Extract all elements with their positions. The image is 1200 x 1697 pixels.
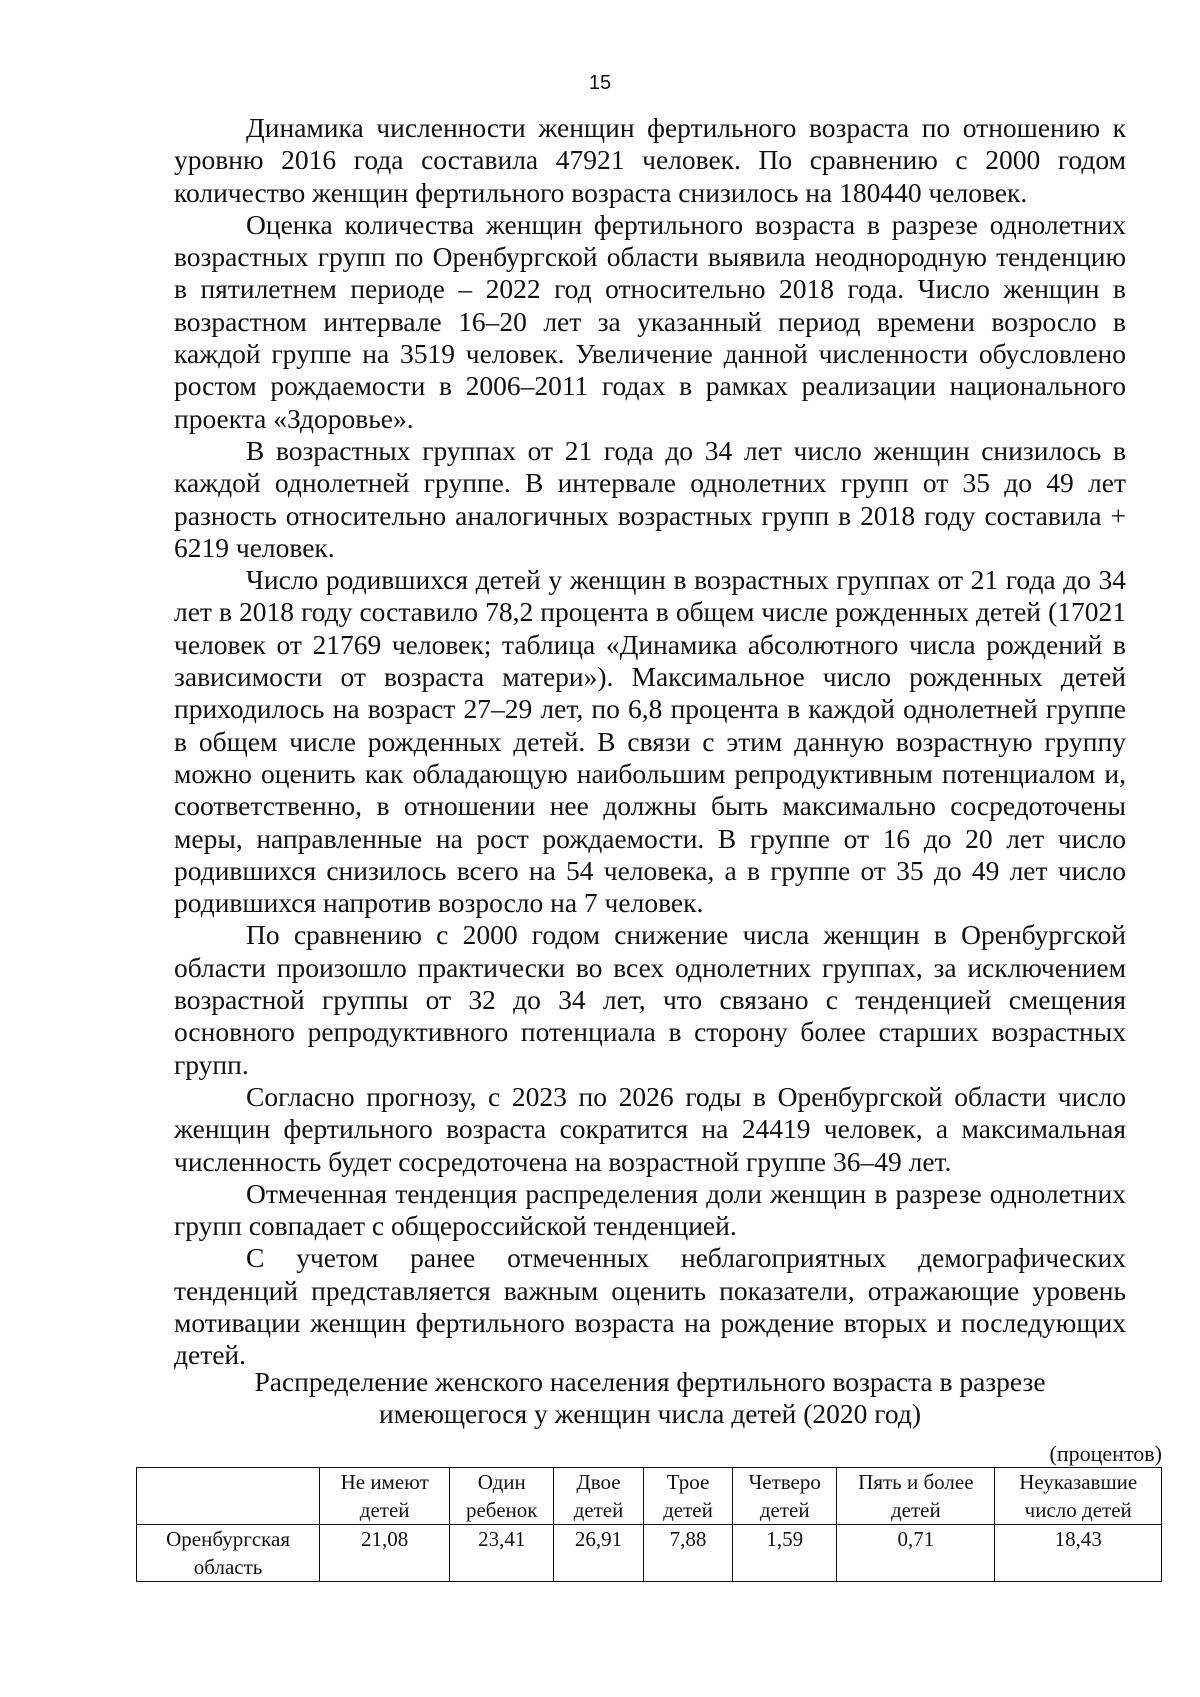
table-header-cell: Не имеют детей <box>320 1468 450 1525</box>
table-cell: 18,43 <box>995 1525 1162 1582</box>
table-cell: 1,59 <box>733 1525 837 1582</box>
table-caption-line: имеющегося у женщин числа детей (2020 год) <box>379 1398 921 1429</box>
table-cell-region: Оренбургская область <box>137 1525 320 1582</box>
paragraph: Отмеченная тенденция распределения доли женщин в разрезе однолетних групп совпадает с общероссийской тенденцией. <box>174 1177 1126 1242</box>
page-number: 15 <box>588 72 612 94</box>
table-cell: 7,88 <box>643 1525 732 1582</box>
paragraph: Согласно прогнозу, с 2023 по 2026 годы в Оренбургской области число женщин фертильного возраста сократится на 24419 человек, а максимальная численность будет сосредоточена на возрастной группе 36–49 лет. <box>174 1080 1126 1177</box>
table-header-cell: Один ребенок <box>450 1468 554 1525</box>
table-header-cell: Четверо детей <box>733 1468 837 1525</box>
table-header-row <box>137 1468 1162 1525</box>
table-caption-line: Распределение женского населения фертильного возраста в разрезе <box>254 1366 1046 1397</box>
paragraph: Число родившихся детей у женщин в возрастных группах от 21 года до 34 лет в 2018 году составило 78,2 процента в общем числе рожденных детей (17021 человек от 21769 человек; таблица «Динамика абсолютного числа рождений в зависимости от возраста матери»). Максимальное число рожденных детей приходилось на возраст 27–29 лет, по 6,8 процента в каждой однолетней группе в общем числе рожденных детей. В связи с этим данную возрастную группу можно оценить как обладающую наибольшим репродуктивным потенциалом и, соответственно, в отношении нее должны быть максимально сосредоточены меры, направленные на рост рождаемости. В группе от 16 до 20 лет число родившихся снизилось всего на 54 человека, а в группе от 35 до 49 лет число родившихся напротив возросло на 7 человек. <box>174 564 1126 919</box>
paragraph: Оценка количества женщин фертильного возраста в разрезе однолетних возрастных групп по Оренбургской области выявила неоднородную тенденцию в пятилетнем периоде – 2022 год относительно 2018 года. Число женщин в возрастном интервале 16–20 лет за указанный период времени возросло в каждой группе на 3519 человек. Увеличение данной численности обусловлено ростом рождаемости в 2006–2011 годах в рамках реализации национального проекта «Здоровье». <box>174 208 1126 434</box>
table-header-cell <box>137 1468 320 1525</box>
paragraph: С учетом ранее отмеченных неблагоприятных демографических тенденций представляется важным оценить показатели, отражающие уровень мотивации женщин фертильного возраста на рождение вторых и последующих детей. <box>174 1242 1126 1371</box>
table-header-cell: Пять и более детей <box>837 1468 995 1525</box>
paragraph: В возрастных группах от 21 года до 34 лет число женщин снизилось в каждой однолетней группе. В интервале однолетних групп от 35 до 49 лет разность относительно аналогичных возрастных групп в 2018 году составила + 6219 человек. <box>174 434 1126 563</box>
paragraph: Динамика численности женщин фертильного возраста по отношению к уровню 2016 года составила 47921 человек. По сравнению с 2000 годом количество женщин фертильного возраста снизилось на 180440 человек. <box>174 112 1126 208</box>
paragraph: По сравнению с 2000 годом снижение числа женщин в Оренбургской области произошло практически во всех однолетних группах, за исключением возрастной группы от 32 до 34 лет, что связано с тенденцией смещения основного репродуктивного потенциала в сторону более старших возрастных групп. <box>174 919 1126 1080</box>
table-row <box>137 1525 1162 1582</box>
table-cell: 21,08 <box>320 1525 450 1582</box>
table-header-cell: Двое детей <box>554 1468 643 1525</box>
table-cell: 0,71 <box>837 1525 995 1582</box>
children-distribution-table <box>136 1467 1162 1582</box>
table-units: (процентов) <box>1049 1441 1162 1466</box>
body-text <box>174 112 1126 1372</box>
table-header-cell: Неуказавшие число детей <box>995 1468 1162 1525</box>
table-header-cell: Трое детей <box>643 1468 732 1525</box>
table-cell: 26,91 <box>554 1525 643 1582</box>
table-caption <box>174 1366 1126 1430</box>
table-cell: 23,41 <box>450 1525 554 1582</box>
